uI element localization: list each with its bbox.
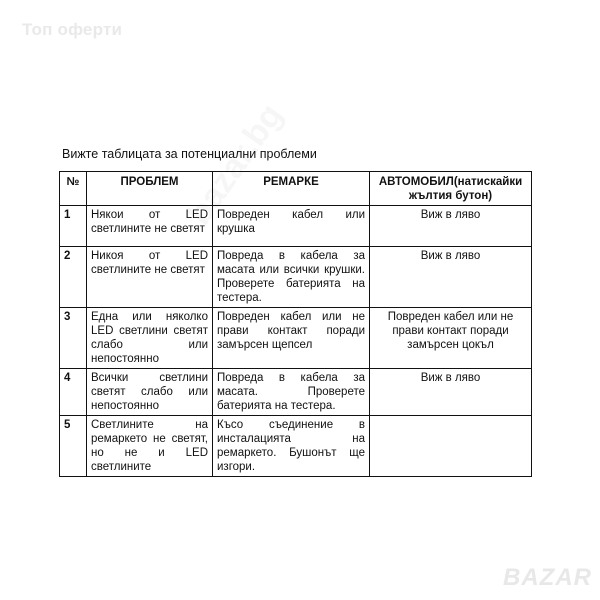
header-number: № [60,172,87,206]
row-problem: Някои от LED светлините не светят [87,206,213,247]
row-number: 4 [60,369,87,416]
row-problem: Светлините на ремаркето не светят, но не и LED светлините [87,416,213,477]
table-row [60,206,532,247]
watermark-top-offers: Топ оферти [22,20,123,39]
row-number: 3 [60,308,87,369]
bazar-logo: BAZAR [503,564,592,591]
row-problem: Една или няколко LED светлини светят слабо или непостоянно [87,308,213,369]
row-number: 5 [60,416,87,477]
row-trailer: Повреден кабел или крушка [213,206,370,247]
row-trailer: Късо съединение в инсталацията на ремаркето. Бушонът ще изгори. [213,416,370,477]
row-number: 2 [60,247,87,308]
table-header-row [60,172,532,206]
table-row [60,247,532,308]
row-trailer: Повреден кабел или не прави контакт поради замърсен щепсел [213,308,370,369]
row-trailer: Повреда в кабела за масата или всички крушки. Проверете батерията на тестера. [213,247,370,308]
row-car: Виж в ляво [370,369,532,416]
row-car: Виж в ляво [370,206,532,247]
intro-text: Вижте таблицата за потенциални проблеми [62,147,317,161]
header-trailer: РЕМАРКЕ [213,172,370,206]
row-problem: Всички светлини светят слабо или непостоянно [87,369,213,416]
row-number: 1 [60,206,87,247]
row-car: Повреден кабел или не прави контакт поради замърсен цокъл [370,308,532,369]
table-row [60,369,532,416]
troubleshooting-table [59,171,532,477]
header-problem: ПРОБЛЕМ [87,172,213,206]
row-car [370,416,532,477]
header-car: АВТОМОБИЛ(натискайки жълтия бутон) [370,172,532,206]
table-row [60,308,532,369]
row-problem: Никоя от LED светлините не светят [87,247,213,308]
row-car: Виж в ляво [370,247,532,308]
table-row [60,416,532,477]
row-trailer: Повреда в кабела за масата. Проверете батерията на тестера. [213,369,370,416]
